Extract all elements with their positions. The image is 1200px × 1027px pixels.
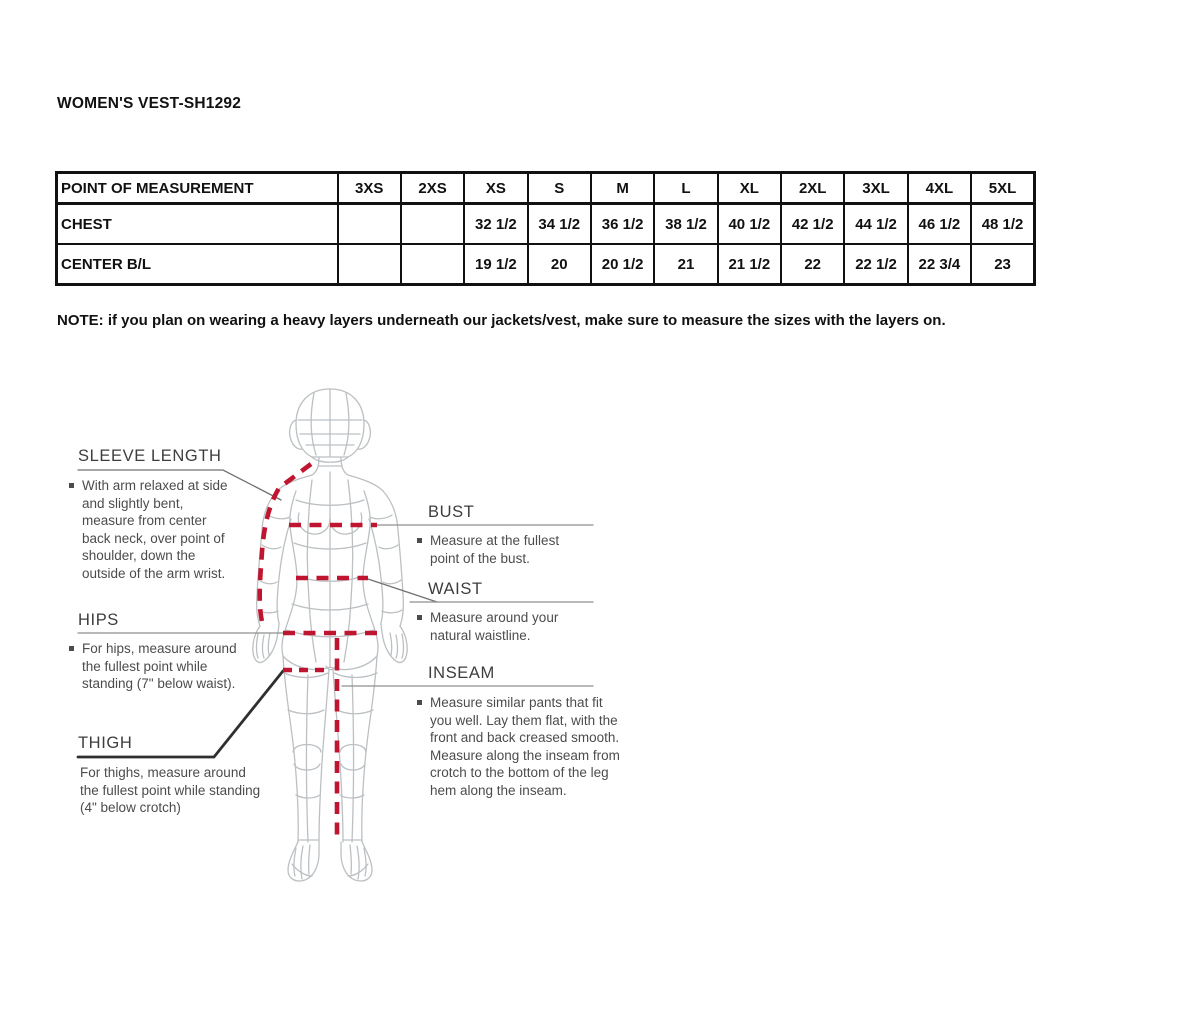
guide-section-sleeve-length [78,447,222,466]
column-header: 2XL [781,173,844,204]
section-description: Measure similar pants that fit you well. Lay them flat, with the front and back creased smooth. Measure along the inseam from crotch to the bottom of the leg hem along the inseam. [430,694,622,800]
guide-section-thigh [78,734,132,753]
table-cell: 20 [528,244,591,285]
column-header: 3XL [844,173,907,204]
table-cell: 34 1/2 [528,204,591,245]
sleeve-measure-line [260,464,311,622]
section-description: Measure at the fullest point of the bust. [430,532,590,567]
section-title: BUST [428,503,475,521]
section-title: WAIST [428,580,483,598]
row-label: CHEST [57,204,338,245]
note-text: NOTE: if you plan on wearing a heavy layers underneath our jackets/vest, make sure to measure the sizes with the layers on. [57,312,946,329]
guide-section-inseam [428,664,495,683]
table-cell: 42 1/2 [781,204,844,245]
row-label: CENTER B/L [57,244,338,285]
section-description: For thighs, measure around the fullest point while standing (4" below crotch) [80,765,261,816]
table-cell: 20 1/2 [591,244,654,285]
table-cell: 22 [781,244,844,285]
table-cell: 40 1/2 [718,204,781,245]
table-cell: 23 [971,244,1034,285]
table-cell: 44 1/2 [844,204,907,245]
table-cell: 32 1/2 [464,204,527,245]
table-cell: 48 1/2 [971,204,1034,245]
table-cell: 36 1/2 [591,204,654,245]
table-cell: 21 [654,244,717,285]
table-cell: 46 1/2 [908,204,971,245]
column-header: XS [464,173,527,204]
column-header: S [528,173,591,204]
section-description: Measure around your natural waistline. [430,609,595,644]
column-header: M [591,173,654,204]
column-header: L [654,173,717,204]
guide-section-waist [428,580,483,599]
table-cell: 22 3/4 [908,244,971,285]
guide-section-hips [78,611,119,630]
column-header-point-of-measurement: POINT OF MEASUREMENT [57,173,338,204]
table-cell: 21 1/2 [718,244,781,285]
page-title: WOMEN'S VEST-SH1292 [57,95,242,112]
section-title: THIGH [78,734,133,752]
section-title: HIPS [78,611,119,629]
table-cell: 22 1/2 [844,244,907,285]
table-cell: 19 1/2 [464,244,527,285]
column-header: 3XS [338,173,401,204]
column-header: 2XS [401,173,464,204]
section-description: With arm relaxed at side and slightly bent, measure from center back neck, over point of shoulder, down the outside of the arm wrist. [82,477,234,583]
section-title: SLEEVE LENGTH [78,447,222,465]
column-header: 5XL [971,173,1034,204]
section-description: For hips, measure around the fullest point while standing (7" below waist). [82,640,254,693]
column-header: 4XL [908,173,971,204]
table-cell: 38 1/2 [654,204,717,245]
guide-section-bust [428,503,474,522]
column-header: XL [718,173,781,204]
section-title: INSEAM [428,664,495,682]
